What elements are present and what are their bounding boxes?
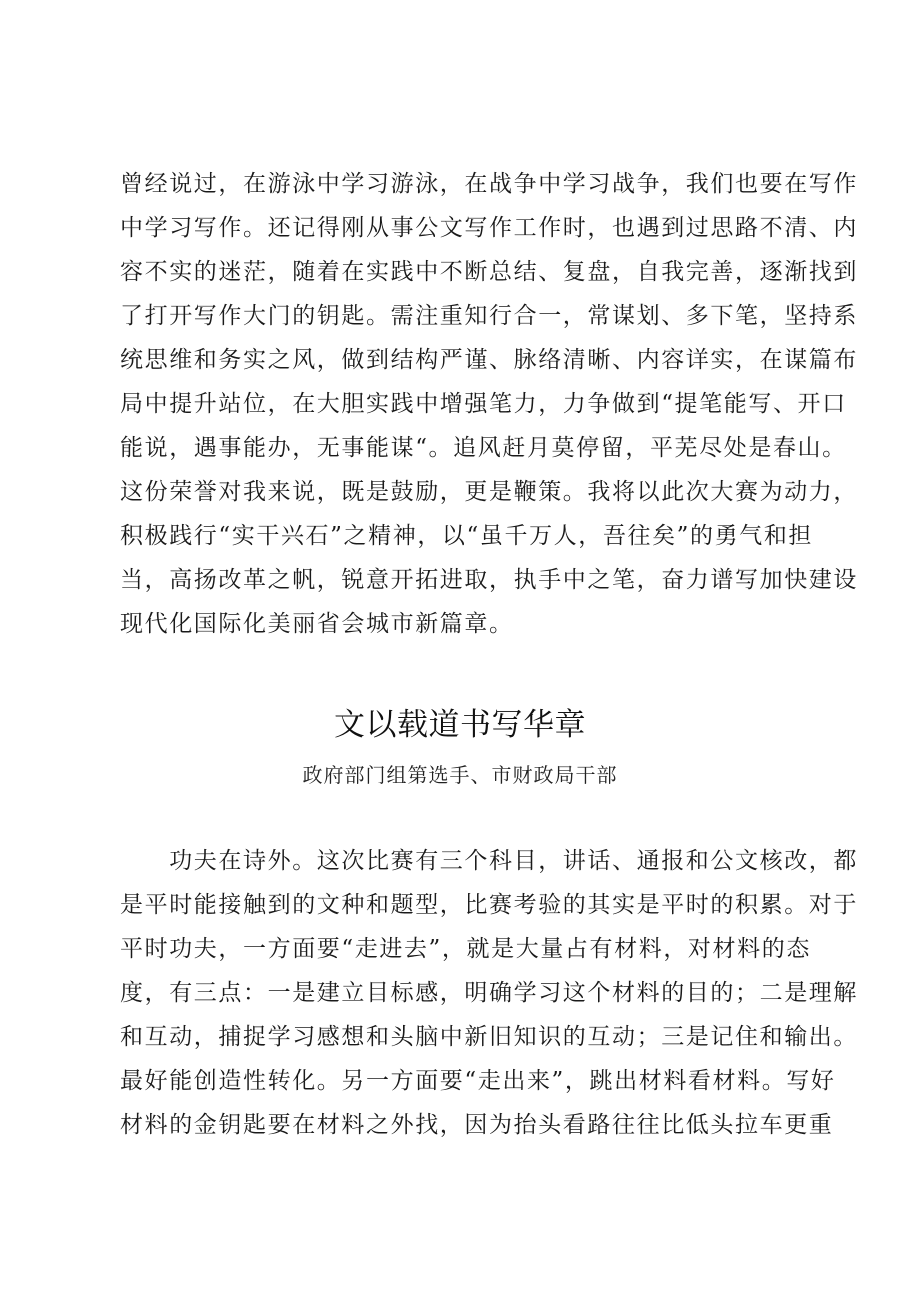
paragraph-line: 最好能创造性转化。另一方面要“走出来”，跳出材料看材料。写好 <box>120 1068 836 1094</box>
paragraph-line: 局中提升站位，在大胆实践中增强笔力，力争做到“提笔能写、开口 <box>120 391 847 417</box>
paragraph-line: 了打开写作大门的钥匙。需注重知行合一，常谋划、多下笔，坚持系 <box>120 303 858 329</box>
paragraph-line: 材料的金钥匙要在材料之外找，因为抬头看路往往比低头拉车更重 <box>120 1112 834 1138</box>
paragraph-line: 容不实的迷茫，随着在实践中不断总结、复盘，自我完善，逐渐找到 <box>120 259 858 285</box>
paragraph-line: 当，高扬改革之帆，锐意开拓进取，执手中之笔，奋力谱写加快建设 <box>120 567 858 593</box>
paragraph-line: 和互动，捕捉学习感想和头脑中新旧知识的互动；三是记住和输出。 <box>120 1024 858 1050</box>
paragraph-line: 是平时能接触到的文种和题型，比赛考验的其实是平时的积累。对于 <box>120 892 858 918</box>
paragraph-line: 曾经说过，在游泳中学习游泳，在战争中学习战争，我们也要在写作 <box>120 171 858 197</box>
paragraph-line: 现代化国际化美丽省会城市新篇章。 <box>120 611 514 637</box>
paragraph-line: 这份荣誉对我来说，既是鼓励，更是鞭策。我将以此次大赛为动力， <box>120 479 858 505</box>
paragraph-line: 统思维和务实之风，做到结构严谨、脉络清晰、内容详实，在谋篇布 <box>120 347 858 373</box>
paragraph-line: 积极践行“实干兴石”之精神，以“虽千万人，吾往矣”的勇气和担 <box>120 523 814 549</box>
paragraph-line: 度，有三点：一是建立目标感，明确学习这个材料的目的；二是理解 <box>120 980 858 1006</box>
paragraph-line: 能说，遇事能办，无事能谋“。追风赶月莫停留，平芜尽处是春山。 <box>120 435 847 461</box>
paragraph-line: 功夫在诗外。这次比赛有三个科目，讲话、通报和公文核改，都 <box>120 848 858 874</box>
paragraph-line: 平时功夫，一方面要“走进去”，就是大量占有材料，对材料的态 <box>120 936 811 962</box>
article-byline: 政府部门组第选手、市财政局干部 <box>302 763 618 787</box>
paragraph-line: 中学习写作。还记得刚从事公文写作工作时，也遇到过思路不清、内 <box>120 215 858 241</box>
article-title: 文以载道书写华章 <box>334 707 586 743</box>
